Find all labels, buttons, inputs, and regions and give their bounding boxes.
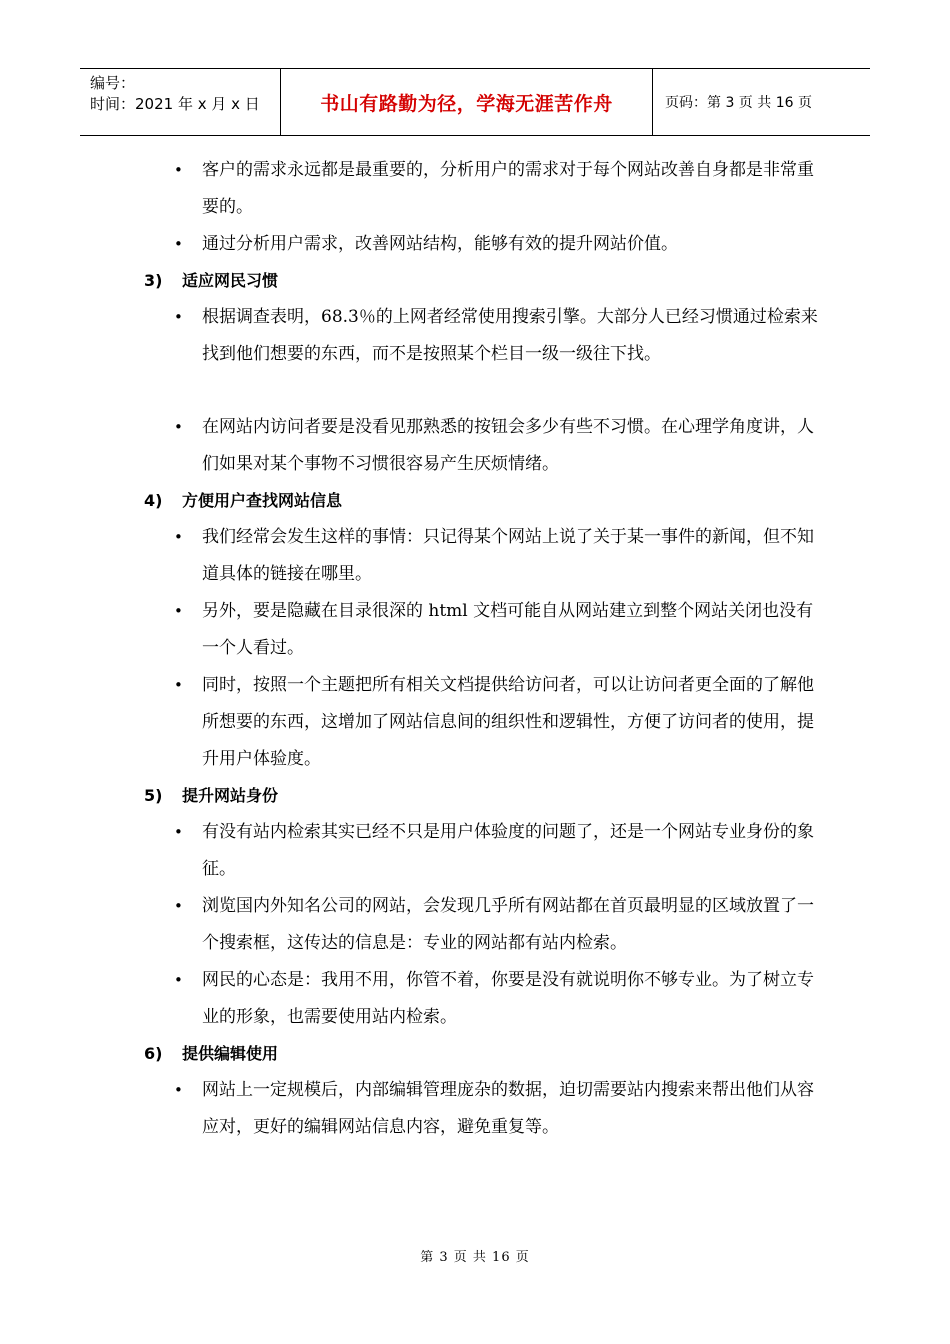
list-item xyxy=(140,888,830,962)
section-heading xyxy=(144,778,830,814)
bullet-icon: • xyxy=(174,161,183,179)
bullet-icon: • xyxy=(174,823,183,841)
bullet-text: 网民的心态是：我用不用，你管不着，你要是没有就说明你不够专业。为了树立专业的形象，也需要使用站内检索。 xyxy=(202,970,814,1027)
bullet-text: 我们经常会发生这样的事情：只记得某个网站上说了关于某一事件的新闻，但不知道具体的链接在哪里。 xyxy=(202,527,814,584)
list-item xyxy=(140,593,830,667)
section-number: 3) xyxy=(144,271,163,290)
doc-time-label: 时间：2021 年 x 月 x 日 xyxy=(90,95,260,113)
page-header xyxy=(80,68,870,136)
section-number: 4) xyxy=(144,491,163,510)
list-item xyxy=(140,814,830,888)
document-body xyxy=(140,152,830,1146)
bullet-icon: • xyxy=(174,676,183,694)
bullet-icon: • xyxy=(174,528,183,546)
list-item xyxy=(140,152,830,226)
list-item xyxy=(140,667,830,778)
section-number: 6) xyxy=(144,1044,163,1063)
list-item xyxy=(140,519,830,593)
bullet-text: 另外，要是隐藏在目录很深的 html 文档可能自从网站建立到整个网站关闭也没有一个人看过。 xyxy=(202,601,814,658)
bullet-text: 有没有站内检索其实已经不只是用户体验度的问题了，还是一个网站专业身份的象征。 xyxy=(202,822,814,879)
section-title: 方便用户查找网站信息 xyxy=(182,491,343,510)
bullet-icon: • xyxy=(174,1081,183,1099)
section-number: 5) xyxy=(144,786,163,805)
bullet-icon: • xyxy=(174,602,183,620)
list-item xyxy=(140,409,830,483)
bullet-icon: • xyxy=(174,308,183,326)
header-motto: 书山有路勤为径，学海无涯苦作舟 xyxy=(280,69,653,135)
page-footer: 第 3 页 共 16 页 xyxy=(420,1250,530,1265)
section-title: 提供编辑使用 xyxy=(182,1044,279,1063)
bullet-icon: • xyxy=(174,235,183,253)
section-heading xyxy=(144,483,830,519)
bullet-icon: • xyxy=(174,971,183,989)
bullet-icon: • xyxy=(174,418,183,436)
section-heading xyxy=(144,1036,830,1072)
list-item xyxy=(140,226,830,263)
bullet-text: 网站上一定规模后，内部编辑管理庞杂的数据，迫切需要站内搜索来帮出他们从容应对，更好的编辑网站信息内容，避免重复等。 xyxy=(202,1080,814,1137)
bullet-icon: • xyxy=(174,897,183,915)
header-meta xyxy=(80,69,280,135)
bullet-text: 客户的需求永远都是最重要的，分析用户的需求对于每个网站改善自身都是非常重要的。 xyxy=(202,160,814,217)
list-item xyxy=(140,1072,830,1146)
section-title: 提升网站身份 xyxy=(182,786,279,805)
bullet-text: 通过分析用户需求，改善网站结构，能够有效的提升网站价值。 xyxy=(202,234,678,254)
section-heading xyxy=(144,263,830,299)
bullet-text: 根据调查表明，68.3％的上网者经常使用搜索引擎。大部分人已经习惯通过检索来找到他们想要的东西，而不是按照某个栏目一级一级往下找。 xyxy=(202,307,818,364)
bullet-text: 在网站内访问者要是没看见那熟悉的按钮会多少有些不习惯。在心理学角度讲，人们如果对某个事物不习惯很容易产生厌烦情绪。 xyxy=(202,417,814,474)
list-item xyxy=(140,299,830,373)
section-title: 适应网民习惯 xyxy=(182,271,279,290)
list-item xyxy=(140,962,830,1036)
bullet-text: 同时，按照一个主题把所有相关文档提供给访问者，可以让访问者更全面的了解他所想要的东西，这增加了网站信息间的组织性和逻辑性，方便了访问者的使用，提升用户体验度。 xyxy=(202,675,814,769)
bullet-text: 浏览国内外知名公司的网站，会发现几乎所有网站都在首页最明显的区域放置了一个搜索框，这传达的信息是：专业的网站都有站内检索。 xyxy=(202,896,814,953)
doc-number-label: 编号： xyxy=(90,74,136,92)
header-page-info: 页码：第 3 页 共 16 页 xyxy=(665,95,812,111)
